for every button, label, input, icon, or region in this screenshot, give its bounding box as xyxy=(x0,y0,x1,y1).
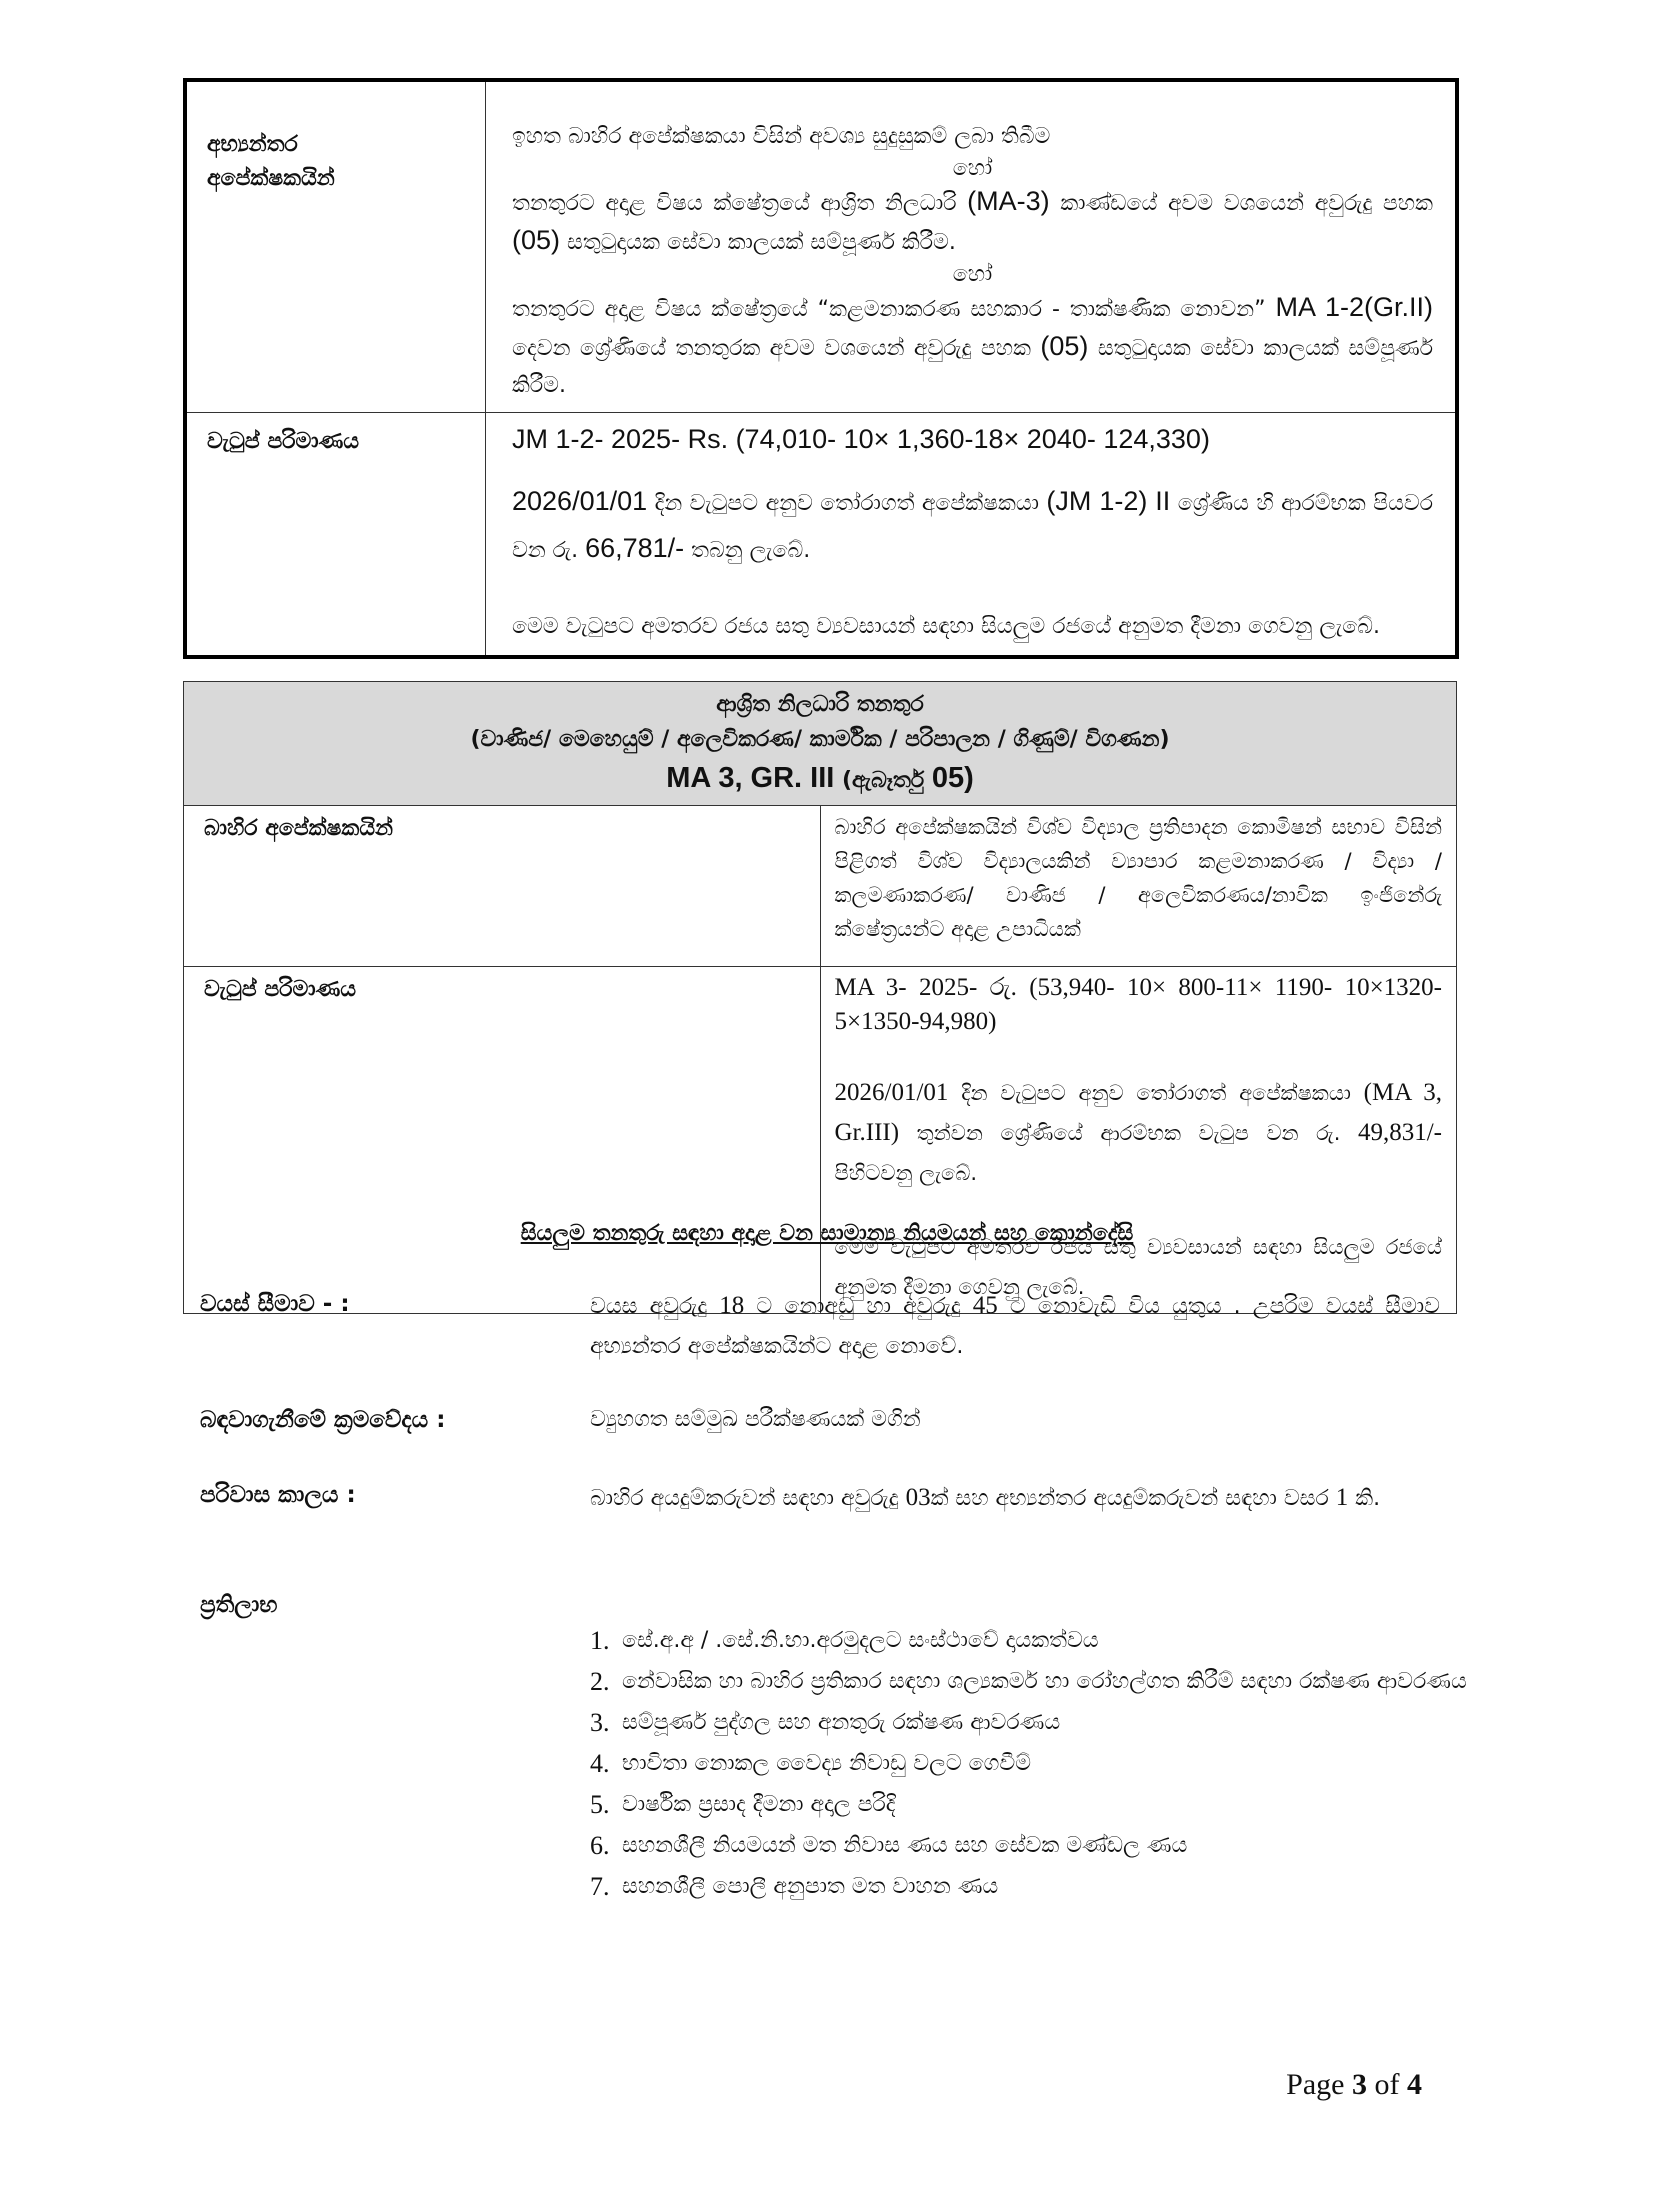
list-item xyxy=(590,1827,1470,1865)
allowance-note: මෙම වැටුපට අමතරව රජය සතු ව්‍යවසායන් සඳහා සියලුම රජයේ අනුමත දීමනා ගෙවනු ලැබේ. xyxy=(834,1235,1442,1299)
list-item-text: සහනශීලී පොලී අනුපාත මත වාහන ණය xyxy=(622,1874,999,1899)
list-item-number: 2. xyxy=(590,1667,610,1696)
list-item-text: නේවාසික හා බාහිර ප්‍රතිකාර සඳහා ශල්‍යකර්ම හා රෝහල්ගත කිරීම් සඳහා රක්ෂණ ආවරණය xyxy=(622,1669,1467,1694)
list-item-number: 7. xyxy=(590,1872,610,1901)
list-item-text: භාවිතා නොකල වෛද්‍ය නිවාඩු වලට ගෙවීම් xyxy=(622,1751,1032,1776)
probation-text: බාහිර අයදුම්කරුවන් සඳහා අවුරුදු 03ක් සහ අභ්‍යන්තර අයදුම්කරුවන් සඳහා වසර 1 කි. xyxy=(590,1484,1381,1511)
starting-salary: 2026/01/01 දින වැටුපට අනුව තෝරාගත් අපේක්ෂකයා (MA 3, Gr.III) තුන්වන ශ්‍රේණියේ ආරම්භක වැටුප වන රු. 49,831/- පිහිටවනු ලැබේ. xyxy=(834,1079,1442,1185)
list-item-number: 5. xyxy=(590,1790,610,1819)
list-item xyxy=(590,1704,1470,1742)
list-item xyxy=(590,1622,1470,1660)
position-title: ආශ්‍රිත නිලධාරි තනතුර xyxy=(716,692,924,717)
salary-scale: JM 1-2- 2025- Rs. (74,010- 10× 1,360-18× 2040- 124,330) xyxy=(512,424,1210,454)
list-item-number: 1. xyxy=(590,1626,610,1655)
list-item-text: වාර්ෂික ප්‍රසාද දීමනා අදාල පරිදි xyxy=(622,1792,896,1817)
list-item xyxy=(590,1745,1470,1783)
age-limit-text: වයස අවුරුදු 18 ට නොඅඩු හා අවුරුදු 45 ට නොවැඩි විය යුතුය . උපරිම වයස් සීමාව අභ්‍යන්තර අපේක්ෂකයින්ට අදාළ නොවේ. xyxy=(590,1292,1440,1359)
position-grade: MA 3, GR. III (ඇබෑර්තු 05) xyxy=(666,762,974,794)
table-row xyxy=(184,806,1457,967)
probation-label: පරිවාස කාලය : xyxy=(200,1482,356,1508)
benefits-list xyxy=(590,1622,1470,1909)
table-header-row xyxy=(184,682,1457,806)
row-content xyxy=(486,413,1458,658)
requirement-paragraph: තනතුරට අදාළ විෂය ක්ෂේත්‍රයේ ආශ්‍රිත නිලධාරි (MA-3) කාණ්ඩයේ අවම වශයෙන් අවුරුදු පහක (05) සතුටුදායක සේවා කාලයක් සම්පූර්ණ කිරීම. xyxy=(512,186,1433,255)
list-item-text: සම්පූර්ණ පුද්ගල සහ අනතුරු රක්ෂණ ආවරණය xyxy=(622,1710,1061,1735)
internal-candidates-table xyxy=(183,78,1459,659)
table-row xyxy=(184,967,1457,1314)
list-item-number: 4. xyxy=(590,1749,610,1778)
or-separator: හෝ xyxy=(952,156,993,181)
section-title: සියලුම තනතුරු සඳහා අදාළ වන සාමාන්‍ය නියමයන් සහ කොන්දේසි xyxy=(520,1221,1134,1246)
table-header xyxy=(184,682,1457,806)
recruitment-method-label: බඳවාගැනීමේ ක්‍රමවේදය : xyxy=(200,1407,446,1433)
row-content: බාහිර අපේක්ෂකයින් විශ්ව විද්‍යාල ප්‍රතිපාදන කොමිෂන් සභාව විසින් පිළිගත් විශ්ව විද්‍යාලයකින් ව්‍යාපාර කළමනාකරණ / විද්‍යා / කලමණාකරණ/ වාණිජ / අලෙවිකරණය/නාවික ඉංජිනේරු ක්ෂේත්‍රයන්ට අදාළ උපාධියක් xyxy=(820,806,1457,967)
salary-scale: MA 3- 2025- රු. (53,940- 10× 800-11× 1190- 10×1320-5×1350-94,980) xyxy=(834,974,1442,1035)
benefits-label: ප්‍රතිලාභ xyxy=(200,1592,278,1618)
age-limit-label: වයස් සීමාව - : xyxy=(200,1291,350,1317)
list-item-text: සේ.අ.අ / .සේ.නි.භා.අරමුදලට සංස්ථාවේ දායකත්වය xyxy=(622,1628,1099,1653)
list-item-number: 6. xyxy=(590,1831,610,1860)
list-item-number: 3. xyxy=(590,1708,610,1737)
list-item-text: සහනශීලී නියමයන් මත නිවාස ණය සහ සේවක මණ්ඩල ණය xyxy=(622,1833,1188,1858)
row-label: වැටුප් පරිමාණය xyxy=(184,967,821,1314)
table-row xyxy=(185,413,1457,658)
list-item xyxy=(590,1663,1470,1701)
requirement-paragraph: තනතුරට අදාළ විෂය ක්ෂේත්‍රයේ “කළමනාකරණ සහකාර - තාක්ෂණික නොවන” MA 1-2(Gr.II) දෙවන ශ්‍රේණියේ තනතුරක අවම වශයෙන් අවුරුදු පහක (05) සතුටුදායක සේවා කාලයක් සම්පූර්ණ කිරීම. xyxy=(512,292,1433,398)
associate-officer-table xyxy=(183,681,1457,1314)
starting-salary: 2026/01/01 දින වැටුපට අනුව තෝරාගත් අපේක්ෂකයා (JM 1-2) II ශ්‍රේණිය හි ආරම්භක පියවර වන රු. 66,781/- තබනු ලැබේ. xyxy=(512,486,1433,563)
page-number: Page 3 of 4 xyxy=(1286,2068,1422,2101)
table-row xyxy=(185,80,1457,413)
list-item xyxy=(590,1786,1470,1824)
allowance-note: මෙම වැටුපට අමතරව රජය සතු ව්‍යවසායන් සඳහා සියලුම රජයේ අනුමත දීමනා ගෙවනු ලැබේ. xyxy=(512,614,1380,639)
recruitment-method-text: ව්‍යුහගත සම්මුඛ පරීක්ෂණයක් මගින් xyxy=(590,1407,921,1432)
requirement-line: ඉහත බාහිර අපේක්ෂකයා විසින් අවශ්‍ය සුදුසුකම් ලබා තිබීම xyxy=(512,124,1051,149)
or-separator: හෝ xyxy=(952,262,993,287)
list-item xyxy=(590,1868,1470,1906)
row-label: වැටුප් පරිමාණය xyxy=(185,413,486,658)
row-label: අභ්‍යන්තර අපේක්ෂකයින් xyxy=(185,80,486,413)
row-content xyxy=(486,80,1458,413)
row-label: බාහිර අපේක්ෂකයින් xyxy=(184,806,821,967)
row-content xyxy=(820,967,1457,1314)
position-areas: (වාණිජ/ මෙහෙයුම් / අලෙවිකරණ/ කාර්මික / පරිපාලන / ගිණුම්/ විගණන) xyxy=(470,727,1170,752)
